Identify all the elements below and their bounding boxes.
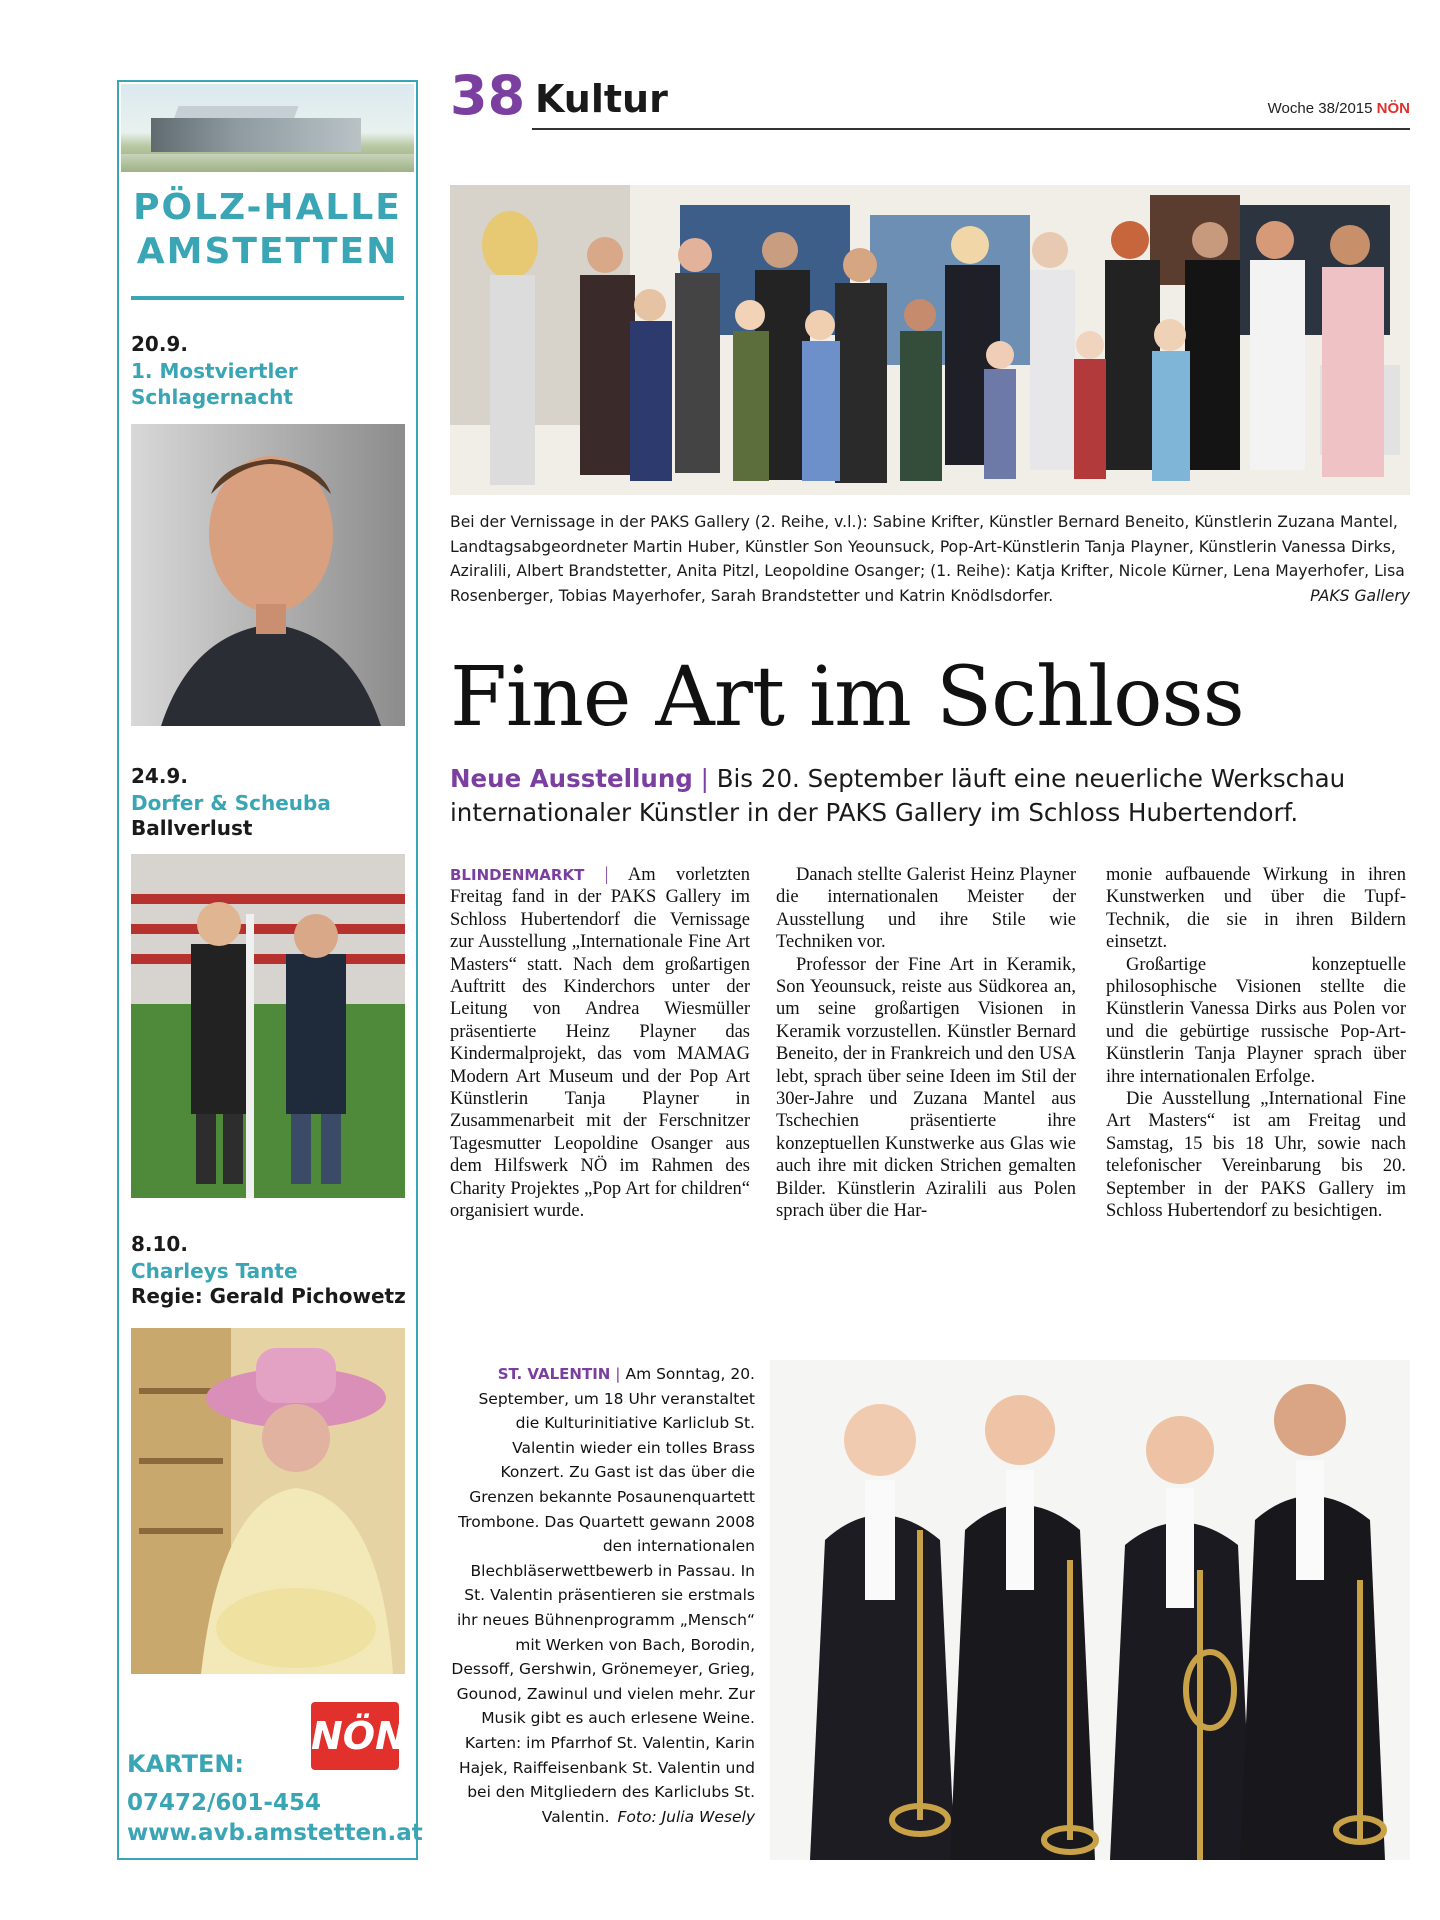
issue-label	[1180, 100, 1410, 117]
photo-credit: PAKS Gallery	[1310, 586, 1410, 605]
event-date: 8.10.	[131, 1232, 188, 1256]
caption-text: Bei der Vernissage in der PAKS Gallery (2. Reihe, v.l.): Sabine Krifter, Künstler Bernard Beneito, Künstlerin Zuzana Mantel, Landtagsabgeordneter Martin Huber, Künstler Son Yeounsuck, Pop-Art-Künstlerin Tanja Playner, Künstlerin Vanessa Dirks, Aziralili, Albert Brandstetter, Anita Pitzl, Leopoldine Osanger; (1. Reihe): Katja Krifter, Nicole Kürner, Lena Mayerhofer, Lisa Rosenberger, Tobias Mayerhofer, Sarah Brandstetter und Katrin Knödlsdorfer.	[450, 513, 1405, 605]
tickets-phone[interactable]: 07472/601-454	[127, 1790, 321, 1816]
event-subtitle: Ballverlust	[131, 816, 253, 840]
event-title: Dorfer & Scheuba	[131, 791, 331, 815]
event-date: 20.9.	[131, 332, 188, 356]
issue-week: Woche 38/2015	[1267, 100, 1373, 117]
page-number: 38	[450, 64, 526, 127]
brass-concert-article	[450, 1362, 755, 1829]
venue-title: PÖLZ-HALLE AMSTETTEN	[133, 187, 402, 272]
photo-credit: Foto: Julia Wesely	[617, 1807, 755, 1826]
brass-text: Am Sonntag, 20. September, um 18 Uhr veranstaltet die Kulturinitiative Karliclub St. Valentin wieder ein tolles Brass Konzert. Zu Gast ist das über die Grenzen bekannte Posaunenquartett Trombone. Das Quartett gewann 2008 den internationalen Blechbläserwettbewerb in Passau. In St. Valentin präsentieren sie erstmals ihr neues Bühnenprogramm „Mensch“ mit Werken von Bach, Borodin, Dessoff, Gershwin, Grönemeyer, Grieg, Gounod, Zawinul und vielen mehr. Zur Musik gibt es auch erlesene Weine. Karten: im Pfarrhof St. Valentin, Karin Hajek, Raiffeisenbank St. Valentin und bei den Mitgliedern des Karliclubs St. Valentin.	[451, 1365, 755, 1826]
article-kicker: Neue Ausstellung	[450, 764, 693, 793]
kicker-separator: |	[700, 764, 709, 793]
event-subtitle: Regie: Gerald Pichowetz	[131, 1284, 406, 1308]
event-title: 1. Mostviertler Schlagernacht	[131, 359, 298, 409]
subhead-text: Bis 20. September läuft eine neuerliche Werkschau internationaler Künstler in der PAKS Gallery im Schloss Hubertendorf.	[450, 764, 1346, 827]
event-date: 24.9.	[131, 764, 188, 788]
venue-ad-sidebar	[117, 80, 423, 1860]
event-photo-duo	[131, 854, 405, 1198]
photo-caption	[450, 510, 1410, 608]
divider	[131, 296, 404, 300]
paragraph: Großartige konzeptuelle philosophische Visionen stellte die Künstlerin Vanessa Dirks aus Polen vor und die gebürtige russische Pop-Art-Künstlerin Tanja Playner sprach über ihre internationalen Erfolge.	[1106, 954, 1406, 1087]
paragraph: monie aufbauende Wirkung in ihren Kunstwerken und über die Tupf-Technik, die sie in ihren Bildern einsetzt.	[1106, 865, 1406, 953]
dateline: BLINDENMARKT	[450, 866, 585, 884]
article-subhead	[450, 762, 1410, 830]
noen-logo: NÖN	[311, 1702, 399, 1770]
tickets-label: KARTEN:	[127, 1750, 245, 1778]
header-rule	[532, 128, 1410, 130]
dateline: ST. VALENTIN	[497, 1365, 611, 1383]
venue-building-photo	[121, 84, 414, 172]
vernissage-group-photo	[450, 185, 1410, 495]
article-column-3	[1106, 864, 1406, 1223]
paragraph	[450, 864, 750, 1223]
dateline-separator: |	[604, 865, 609, 885]
tickets-website-link[interactable]: www.avb.amstetten.at	[127, 1820, 423, 1846]
paragraph: Professor der Fine Art in Keramik, Son Yeounsuck, reiste aus Südkorea an, um seine großartigen Visionen in Keramik vorzustellen. Künstler Bernard Beneito, der in Frankreich und den USA lebt, sprach über seine Ideen im Stil der 30er-Jahre und Zuzana Mantel aus Tschechien präsentierte ihre konzeptuellen Kunstwerke aus Glas wie auch ihre mit dicken Strichen gemalten Bilder. Künstlerin Aziralili aus Polen sprach über die Har-	[776, 954, 1076, 1222]
brass-quartet-photo	[770, 1360, 1410, 1860]
event-photo-charleys-tante	[131, 1328, 405, 1674]
event-photo-singer	[131, 424, 405, 726]
paragraph: Die Ausstellung „International Fine Art Masters“ ist am Freitag und Samstag, 15 bis 18 Uhr, sowie nach telefonischer Vereinbarung bis 20. September in der PAKS Gallery im Schloss Hubertendorf zu besichtigen.	[1106, 1089, 1406, 1222]
event-title: Charleys Tante	[131, 1259, 298, 1283]
paragraph: Danach stellte Galerist Heinz Playner die internationalen Meister der Ausstellung und ihre Stile wie Techniken vor.	[776, 865, 1076, 953]
paragraph-text: Am vorletzten Freitag fand in der PAKS Gallery im Schloss Hubertendorf die Vernissage zur Ausstellung „Internationale Fine Art Masters“ statt. Nach dem großartigen Auftritt des Kinderchors unter der Leitung von Andrea Wiesmüller präsentierte Heinz Playner das Kindermalprojekt, das vom MAMAG Modern Art Museum und der Pop Art Künstlerin Tanja Playner in Zusammenarbeit mit der Ferschnitzer Tagesmutter Leopoldine Osanger aus dem Hilfswerk NÖ im Rahmen des Charity Projektes „Pop Art for children“ organisiert wurde.	[450, 865, 751, 1222]
article-column-1	[450, 864, 750, 1223]
brand-name: NÖN	[1376, 100, 1410, 117]
article-headline: Fine Art im Schloss	[450, 650, 1244, 745]
dateline-separator: |	[615, 1365, 621, 1383]
article-column-2	[776, 864, 1076, 1223]
section-title: Kultur	[535, 77, 668, 121]
